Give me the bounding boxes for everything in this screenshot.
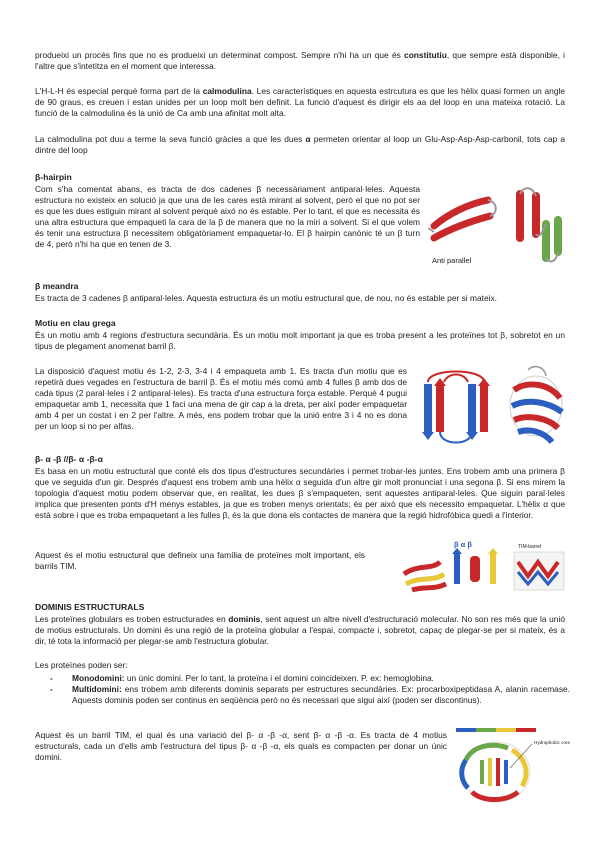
beta-hairpin-paragraph: Com s'ha comentat abans, es tracta de dos cadenes β necessàriament antiparal·leles. Aquesta estructura no existeix en solució ja que una de les cares està mirant al solvent, però el que no pot ser es que les dues estiguin mirant al solvent perquè aixó no és estable. Per lo tant, el que es necessita és una altra estructura que empaqueti la cara de la β de manera que no la miri a solvent. Si el que volem és tenir una estructura β necessitem obligatòriament empaquetar-lo. El β hairpin canònic té un β turn de 4, però n'hi ha que en tenen de 3. — [35, 184, 420, 249]
bab-figure — [398, 540, 568, 596]
bab-paragraph-1: Es basa en un motiu estructural que conté els dos tipus d'estructures secundàries i permet trobar-les juntes. Ens trobem amb una primera β que ve seguida d'un gir. Després d'aquest ens trobem amb una hèlix α seguida d'un altre gir molt pronunciat i una segona β. Si ens mirem la topologia d'aquest motiu podem observar que, en realitat, les dues β s'empaqueten, sent aquestes antiparal·leles. Que siguin paral·leles implica que presenten ponts d'H menys estables, ja que es troben menys orientats; és per això que els necessito empaquetar. L'hèlix α que està sobre i que es troba empaquetant a les fulles β, és la que dona els contactes de manera que la regió hidrofòbica quedi a l'interior. — [35, 466, 565, 520]
list-item-multidomain: - Multidomini: ens trobem amb diferents dominis separats per estructures secundàries. Ex: procarboxipeptidasa A, alanin racemase. Aquests dominis poden ser continus en seqüència però no és necessari que sigui així (poden ser discontinus). — [50, 684, 570, 705]
hydrophobic-core-label: Hydrophobic core — [534, 740, 571, 745]
hlh-paragraph: L'H-L-H és especial perquè forma part de la calmodulina. Les característiques en aquesta estrcutura es que les hèlix quasi formen un angle de 90 graus, es creuen i estan unides per un loop molt ben definit. La funció d'aquest és dirigir els aa del loop en una mateixa rotació. La funció de la calmodulina és la unió de Ca amb una afinitat molt alta. — [35, 86, 565, 118]
tim-barrel-figure-label: TIM-barrel — [518, 544, 542, 550]
heading-greek-key: Motiu en clau grega — [35, 318, 116, 328]
bab-figure-label: β α β — [454, 540, 472, 549]
domains-paragraph-2: Les proteïnes poden ser: — [35, 660, 128, 670]
domain-types-list — [50, 673, 570, 706]
heading-beta-hairpin: β-hairpin — [35, 172, 72, 182]
domains-paragraph-1: Les proteïnes globulars es troben estructurades en dominis, sent aquest un altre nivell d'estructuració molecular. No son res més que la unió de motius estructurals. Un domini és una regió de la proteïna globular a l'espai, compacte i, sobretot, capaç de plegar-se per si mateix, és a dir, té tota la informació per plegar-se amb l'estructura globular. — [35, 614, 565, 646]
bab-paragraph-2: Aquest és el motiu estructural que defineix una família de proteïnes molt important, els barrils TIM. — [35, 550, 365, 571]
heading-structural-domains: DOMINIS ESTRUCTURALS — [35, 602, 145, 612]
greek-key-paragraph-2: La disposició d'aquest motiu és 1-2, 2-3, 3-4 i 4 empaqueta amb 1. Es tracta d'un motiu que es repetirà dues vegades en l'estructura de barril β. És el motiu més comú amb 4 fulles β amb dos de cada tipus (2 paral·leles i 2 antiparal·leles). Es tracta d'una estructura força estable. Perquè 4 pugui empaquetar amb 1, necessita que 1 faci una mena de gir cap a la dreta, per així poder empaquetar amb 4 per un costat i en 2 per l'altre. A més, ens podem trobar que la unió entre 3 i 4 no es dona per un loop si no per alfas. — [35, 366, 407, 431]
beta-hairpin-figure — [428, 180, 568, 266]
intro-paragraph: produeixi un procés fins que no es produeixi un determinat compost. Sempre n'hi ha un que és constitutiu, que sempre està disponible, i l'altre que s'intetitza en el moment que interessa. — [35, 50, 565, 71]
calmodulin-paragraph: La calmodulina pot duu a terme la seva funció gràcies a que les dues α permeten orientar al loop un Glu-Asp-Asp-Asp-carbonil, tots cap a dintre del loop — [35, 134, 565, 155]
antiparallel-caption: Anti parallel — [432, 256, 472, 265]
greek-key-paragraph-1: És un motiu amb 4 regions d'estructura secundària. És un motiu molt important ja que es troba present a les proteïnes tot β, sobretot en un tipus de plegament anomenat barril β. — [35, 330, 565, 351]
tim-barrel-figure — [452, 724, 572, 808]
domains-paragraph-3: Aquest és un barril TIM, el qual és una variació del β- α -β -α, sent β- α -β -α. Es tracta de 4 motius estructurals, cada un d'ells amb l'estructura del tipus β- α -β -α, els quals es compacten per donar un únic domini. — [35, 730, 447, 762]
heading-beta-alpha-beta: β- α -β //β- α -β-α — [35, 454, 103, 464]
heading-beta-meandra: β meandra — [35, 281, 79, 291]
beta-meandra-paragraph: Es tracta de 3 cadenes β antiparal·leles. Aquesta estructura és un motiu estructural que, de nou, no és estable per si mateix. — [35, 293, 497, 303]
list-item-monodomain: - Monodomini: un únic domini. Per lo tant, la proteïna i el domini coincideixen. P. ex: hemoglobina. — [50, 673, 434, 683]
greek-key-figure — [418, 362, 568, 450]
